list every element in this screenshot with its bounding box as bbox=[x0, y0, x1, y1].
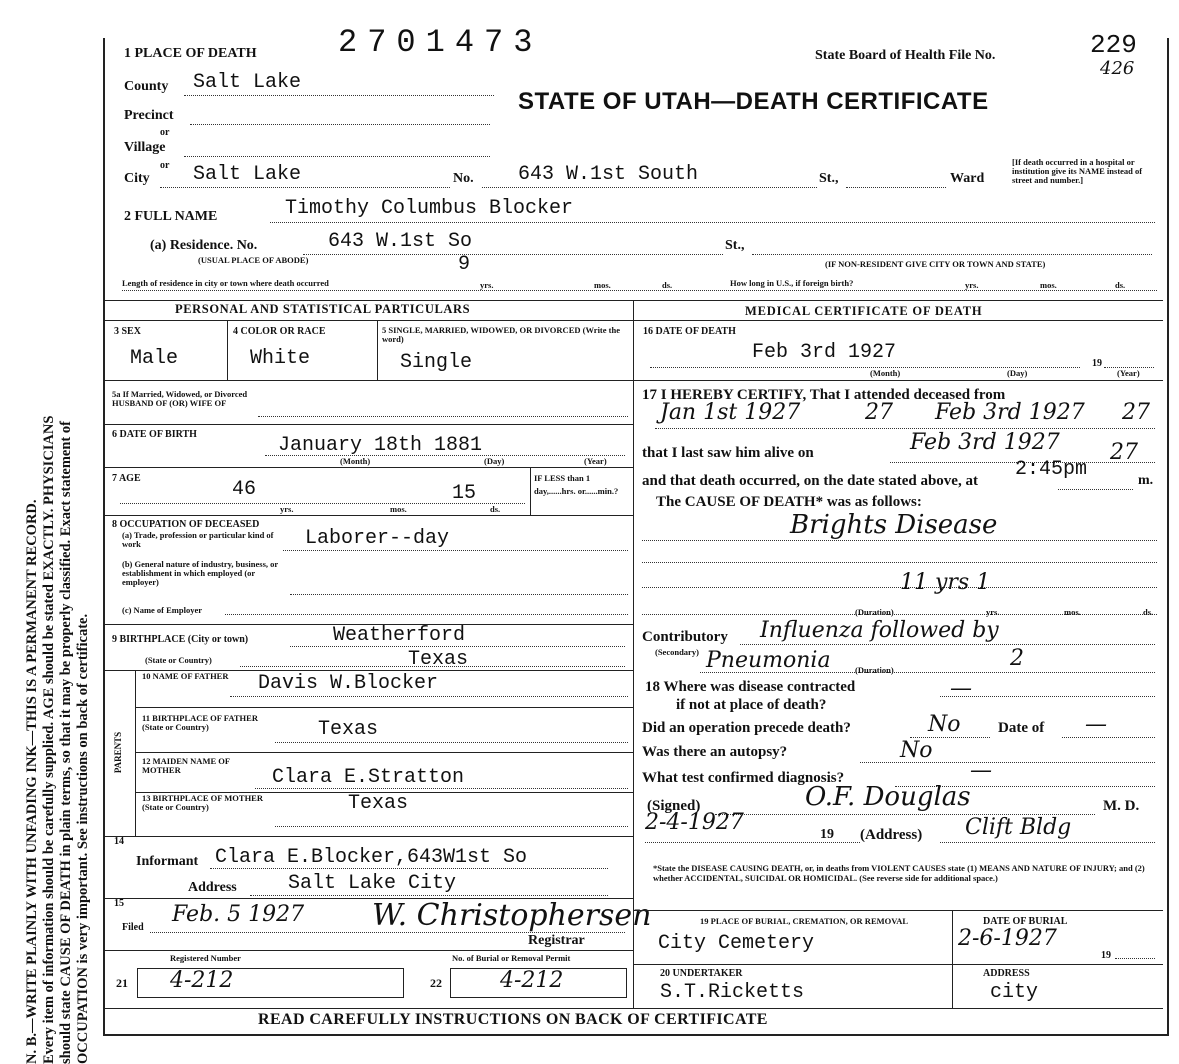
autopsy-value: No bbox=[900, 738, 933, 763]
cause-value: Brights Disease bbox=[790, 510, 998, 540]
filed-label: Filed bbox=[122, 922, 144, 933]
duration-2-value: 2 bbox=[1010, 646, 1024, 671]
death-occurred-label: and that death occurred, on the date stated above, at bbox=[642, 473, 978, 489]
occupation-b-label: (b) General nature of industry, business, or establishment in which employed (or employer) bbox=[122, 559, 279, 587]
informant-address-label: Address bbox=[188, 880, 237, 895]
burial-permit-label: No. of Burial or Removal Permit bbox=[452, 953, 571, 963]
ward-note: [If death occurred in a hospital or institution give its NAME instead of street and number.] bbox=[1012, 157, 1143, 185]
occupation-label: 8 OCCUPATION OF DECEASED bbox=[112, 519, 260, 530]
sidebar-line-3: should state CAUSE OF DEATH in plain terms, so that it may be properly classified. Exact statement of bbox=[58, 421, 74, 1064]
registrar-signature: W. Christophersen bbox=[372, 898, 652, 933]
mother-value: Clara E.Stratton bbox=[272, 766, 465, 789]
last-saw-label: that I last saw him alive on bbox=[642, 445, 814, 461]
personal-section-title: PERSONAL AND STATISTICAL PARTICULARS bbox=[175, 302, 471, 316]
mos-sub: mos. bbox=[1064, 607, 1081, 617]
operation-label: Did an operation precede death? bbox=[642, 720, 851, 736]
residence-sub: (USUAL PLACE OF ABODE) bbox=[198, 255, 309, 265]
spouse-label: 5a If Married, Widowed, or Divorced HUSBAND OF (OR) WIFE OF bbox=[112, 389, 248, 408]
undertaker-label: 20 UNDERTAKER bbox=[660, 968, 743, 979]
burial-place-label: 19 PLACE OF BURIAL, CREMATION, OR REMOVAL bbox=[700, 916, 909, 926]
ward-label: Ward bbox=[950, 171, 985, 186]
attended-to-year: 27 bbox=[1122, 400, 1150, 425]
sex-value: Male bbox=[130, 347, 179, 370]
less-than-label: IF LESS than 1 day,......hrs. or......min.? bbox=[534, 473, 619, 496]
left-rule bbox=[103, 38, 104, 1034]
yrs-sub: yrs. bbox=[965, 280, 979, 290]
nonresident-note: (IF NON-RESIDENT GIVE CITY OR TOWN AND STATE) bbox=[825, 259, 1046, 269]
age-years-value: 46 bbox=[232, 478, 257, 501]
physician-address-label: (Address) bbox=[860, 827, 923, 843]
age-days-value: 15 bbox=[452, 482, 477, 505]
full-name-value: Timothy Columbus Blocker bbox=[285, 197, 574, 220]
contributory-label: Contributory bbox=[642, 629, 728, 645]
medical-section-title: MEDICAL CERTIFICATE OF DEATH bbox=[745, 304, 983, 318]
attended-to: Feb 3rd 1927 bbox=[935, 400, 1085, 425]
item-14: 14 bbox=[114, 836, 124, 847]
contributory-value: Influenza followed by bbox=[760, 618, 999, 643]
nineteen: 19 bbox=[1092, 358, 1102, 369]
dob-label: 6 DATE OF BIRTH bbox=[112, 429, 197, 440]
age-label: 7 AGE bbox=[112, 473, 141, 484]
marital-label: 5 SINGLE, MARRIED, WIDOWED, OR DIVORCED (Write the word) bbox=[382, 325, 620, 344]
duration-sub: (Duration) bbox=[855, 665, 894, 675]
informant-value: Clara E.Blocker,643W1st So bbox=[215, 846, 528, 869]
file-no-label: State Board of Health File No. bbox=[815, 48, 996, 63]
operation-date-label: Date of bbox=[998, 720, 1045, 736]
month-sub: (Month) bbox=[870, 368, 901, 378]
county-label: County bbox=[124, 79, 169, 94]
item-18-label-2: if not at place of death? bbox=[676, 697, 827, 713]
date-of-death-value: Feb 3rd 1927 bbox=[752, 341, 897, 364]
mos-sub: mos. bbox=[1040, 280, 1057, 290]
signed-date: 2-4-1927 bbox=[645, 810, 744, 835]
footer-instructions: READ CAREFULLY INSTRUCTIONS ON BACK OF CERTIFICATE bbox=[258, 1011, 768, 1028]
item-15: 15 bbox=[114, 898, 124, 909]
ds-sub: ds. bbox=[1115, 280, 1126, 290]
father-birthplace-value: Texas bbox=[318, 718, 379, 741]
burial-permit-value: 4-212 bbox=[500, 968, 564, 993]
filed-value: Feb. 5 1927 bbox=[172, 902, 305, 927]
m-label: m. bbox=[1138, 473, 1154, 488]
year-sub: (Year) bbox=[1117, 368, 1140, 378]
contributory-value-2: Pneumonia bbox=[706, 648, 831, 673]
attended-from: Jan 1st 1927 bbox=[660, 400, 801, 425]
signed-label: (Signed) bbox=[647, 798, 701, 814]
marital-value: Single bbox=[400, 351, 473, 374]
physician-signature: O.F. Douglas bbox=[805, 782, 971, 812]
parents-vertical-label: PARENTS bbox=[113, 731, 124, 774]
place-of-death-label: 1 PLACE OF DEATH bbox=[124, 46, 257, 61]
registered-number-value: 4-212 bbox=[170, 968, 234, 993]
physician-address-value: Clift Bldg bbox=[965, 815, 1072, 840]
mother-birthplace-value: Texas bbox=[348, 792, 409, 815]
county-value: Salt Lake bbox=[193, 71, 302, 94]
item-18-value: — bbox=[950, 676, 972, 701]
dob-value: January 18th 1881 bbox=[278, 434, 483, 457]
date-of-death-label: 16 DATE OF DEATH bbox=[643, 326, 736, 337]
time-of-death: 2:45pm bbox=[1015, 458, 1088, 481]
undertaker-address-label: ADDRESS bbox=[983, 968, 1030, 979]
last-saw-value: Feb 3rd 1927 bbox=[910, 430, 1060, 455]
us-residence-label: How long in U.S., if foreign birth? bbox=[730, 278, 854, 288]
cause-footnote: *State the DISEASE CAUSING DEATH, or, in deaths from VIOLENT CAUSES state (1) MEANS AND NATURE OF INJURY; and (2) whether ACCIDENTAL, SUICIDAL OR HOMICIDAL. (See reverse side for additional space.) bbox=[653, 863, 1145, 883]
informant-address-value: Salt Lake City bbox=[288, 872, 457, 895]
form-title: STATE OF UTAH—DEATH CERTIFICATE bbox=[518, 88, 989, 115]
certificate-number: 2701473 bbox=[338, 24, 543, 61]
birthplace-label: 9 BIRTHPLACE (City or town) bbox=[112, 634, 249, 645]
father-label: 10 NAME OF FATHER bbox=[142, 671, 229, 681]
mother-label: 12 MAIDEN NAME OF MOTHER bbox=[142, 756, 230, 775]
occupation-a-label: (a) Trade, profession or particular kind of work bbox=[122, 530, 274, 549]
street-no-label: No. bbox=[453, 171, 474, 186]
informant-label: Informant bbox=[136, 854, 199, 869]
operation-value: No bbox=[928, 712, 961, 737]
length-residence-value: 9 bbox=[458, 253, 471, 276]
file-no-value: 229 bbox=[1090, 30, 1137, 60]
yrs-sub: yrs. bbox=[480, 280, 494, 290]
color-value: White bbox=[250, 347, 311, 370]
father-birthplace-label: 11 BIRTHPLACE OF FATHER (State or Country) bbox=[142, 713, 258, 732]
occupation-c-label: (c) Name of Employer bbox=[122, 605, 203, 615]
item-21: 21 bbox=[116, 976, 128, 990]
day-sub: (Day) bbox=[1007, 368, 1028, 378]
ds-sub: ds. bbox=[1143, 607, 1154, 617]
sex-label: 3 SEX bbox=[114, 326, 141, 337]
test-label: What test confirmed diagnosis? bbox=[642, 770, 845, 786]
month-sub: (Month) bbox=[340, 456, 371, 466]
item-22: 22 bbox=[430, 976, 442, 990]
sidebar-line-2: Every item of information should be carefully supplied. AGE should be stated EXACTLY. PHYSICIANS bbox=[41, 415, 57, 1064]
undertaker-address-value: city bbox=[990, 981, 1039, 1004]
nineteen: 19 bbox=[1101, 950, 1111, 961]
father-value: Davis W.Blocker bbox=[258, 672, 439, 695]
sidebar-line-4: OCCUPATION is very important. See instructions on back of certificate. bbox=[75, 613, 91, 1064]
yrs-sub: yrs. bbox=[280, 504, 294, 514]
year-sub: (Year) bbox=[584, 456, 607, 466]
nineteen: 19 bbox=[820, 827, 834, 842]
state-sub: (State or Country) bbox=[145, 655, 212, 665]
village-label: Village bbox=[124, 140, 166, 155]
test-value: — bbox=[970, 758, 992, 783]
ds-sub: ds. bbox=[662, 280, 673, 290]
residence-value: 643 W.1st So bbox=[328, 230, 473, 253]
mother-birthplace-label: 13 BIRTHPLACE OF MOTHER (State or Country) bbox=[142, 793, 263, 812]
mos-sub: mos. bbox=[390, 504, 407, 514]
ds-sub: ds. bbox=[490, 504, 501, 514]
registered-number-label: Registered Number bbox=[170, 953, 241, 963]
birthplace-city: Weatherford bbox=[333, 624, 466, 647]
burial-date-label: DATE OF BURIAL bbox=[983, 916, 1068, 927]
day-sub: (Day) bbox=[484, 456, 505, 466]
duration-value: 11 yrs 1 bbox=[900, 570, 991, 595]
cause-label: The CAUSE OF DEATH* was as follows: bbox=[656, 494, 922, 510]
or-text: or bbox=[160, 160, 170, 171]
street-no-value: 643 W.1st South bbox=[518, 163, 699, 186]
city-label: City bbox=[124, 171, 150, 186]
operation-date-value: — bbox=[1085, 712, 1107, 737]
occupation-value: Laborer--day bbox=[305, 527, 450, 550]
item-18-label: 18 Where was disease contracted bbox=[645, 679, 856, 695]
residence-st-label: St., bbox=[725, 238, 745, 253]
sidebar-line-1: N. B.—WRITE PLAINLY WITH UNFADING INK—THIS IS A PERMANENT RECORD. bbox=[24, 499, 40, 1064]
undertaker-value: S.T.Ricketts bbox=[660, 981, 805, 1004]
street-label: St., bbox=[819, 171, 839, 186]
precinct-label: Precinct bbox=[124, 108, 174, 123]
length-residence-label: Length of residence in city or town where death occurred bbox=[122, 278, 329, 288]
birthplace-state: Texas bbox=[408, 648, 469, 671]
last-saw-year: 27 bbox=[1110, 440, 1138, 465]
mos-sub: mos. bbox=[594, 280, 611, 290]
residence-label: (a) Residence. No. bbox=[150, 238, 258, 253]
burial-place-value: City Cemetery bbox=[658, 932, 815, 955]
autopsy-label: Was there an autopsy? bbox=[642, 744, 788, 760]
duration-sub: (Duration) bbox=[855, 607, 894, 617]
attended-from-year: 27 bbox=[865, 400, 893, 425]
burial-date-value: 2-6-1927 bbox=[958, 926, 1057, 951]
city-value: Salt Lake bbox=[193, 163, 302, 186]
secondary-sub: (Secondary) bbox=[655, 647, 699, 657]
full-name-label: 2 FULL NAME bbox=[124, 209, 218, 224]
registrar-label: Registrar bbox=[528, 933, 585, 948]
certify-line: 17 I HEREBY CERTIFY, That I attended deceased from bbox=[642, 387, 1006, 403]
file-no-note: 426 bbox=[1100, 58, 1135, 79]
sidebar-instructions bbox=[24, 54, 92, 1064]
md-label: M. D. bbox=[1103, 798, 1140, 814]
yrs-sub: yrs. bbox=[986, 607, 1000, 617]
color-label: 4 COLOR OR RACE bbox=[233, 326, 326, 337]
or-text: or bbox=[160, 127, 170, 138]
